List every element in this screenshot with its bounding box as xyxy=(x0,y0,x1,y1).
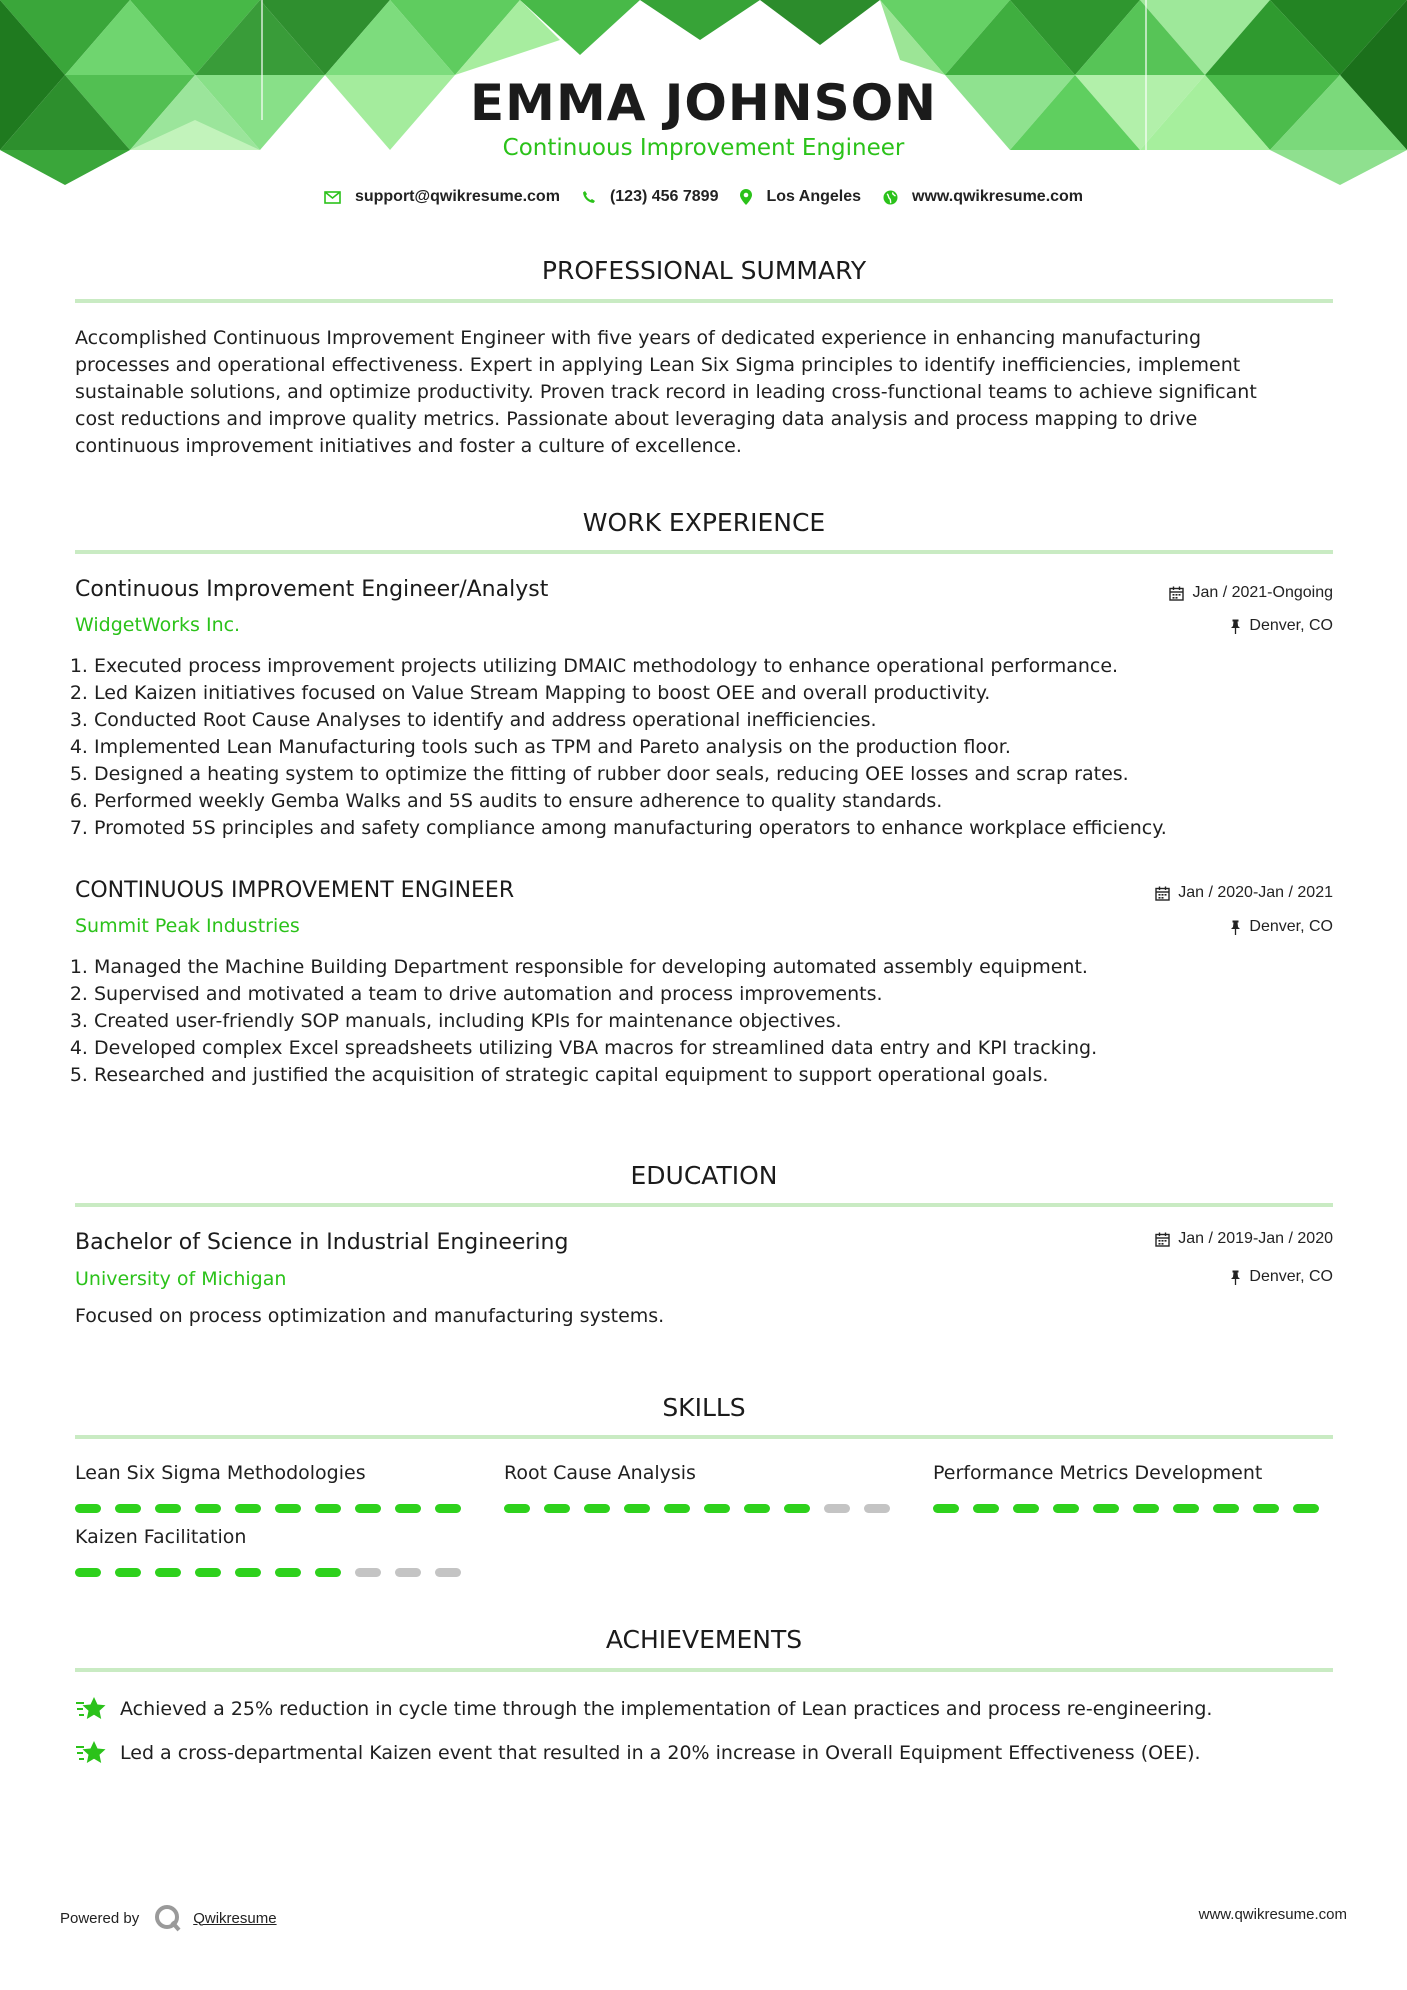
achievements-divider xyxy=(75,1668,1333,1672)
list-item: 1. Managed the Machine Building Department responsible for developing automated assembly equipment. xyxy=(94,954,1364,981)
phone-icon xyxy=(582,190,596,204)
skill-segment-filled xyxy=(195,1504,221,1513)
skill-segment-empty xyxy=(435,1568,461,1577)
list-item: 2. Led Kaizen initiatives focused on Value Stream Mapping to boost OEE and overall productivity. xyxy=(94,680,1364,707)
skill-item xyxy=(75,1526,475,1577)
skill-name: Lean Six Sigma Methodologies xyxy=(75,1462,366,1484)
skill-segment-filled xyxy=(664,1504,690,1513)
skill-name: Performance Metrics Development xyxy=(933,1462,1263,1484)
education-divider xyxy=(75,1203,1333,1207)
pin-icon xyxy=(1230,1270,1241,1285)
list-item: 5. Researched and justified the acquisition of strategic capital equipment to support operational goals. xyxy=(94,1062,1364,1089)
skill-segment-empty xyxy=(355,1568,381,1577)
summary-line: Accomplished Continuous Improvement Engineer with five years of dedicated experience in enhancing manufacturing xyxy=(75,327,1202,349)
job-dates xyxy=(1155,884,1333,902)
calendar-icon xyxy=(1155,886,1170,901)
skill-segment-filled xyxy=(933,1504,959,1513)
skill-segment-filled xyxy=(1253,1504,1279,1513)
skill-segment-filled xyxy=(275,1568,301,1577)
list-item: 4. Developed complex Excel spreadsheets utilizing VBA macros for streamlined data entry and KPI tracking. xyxy=(94,1035,1364,1062)
powered-by-label: Powered by xyxy=(60,1909,140,1927)
job-title: Continuous Improvement Engineer/Analyst xyxy=(75,577,549,602)
skill-segment-filled xyxy=(235,1568,261,1577)
skill-level-bar xyxy=(75,1504,475,1513)
skill-item xyxy=(933,1462,1333,1513)
skill-segment-filled xyxy=(155,1504,181,1513)
contact-location-text: Los Angeles xyxy=(766,188,862,205)
skill-segment-filled xyxy=(973,1504,999,1513)
education-dates-text: Jan / 2019-Jan / 2020 xyxy=(1178,1230,1333,1247)
job-company: WidgetWorks Inc. xyxy=(75,614,241,636)
skill-segment-filled xyxy=(504,1504,530,1513)
contact-phone-text: (123) 456 7899 xyxy=(609,188,719,205)
job-dates-text: Jan / 2020-Jan / 2021 xyxy=(1178,884,1333,901)
skill-segment-empty xyxy=(864,1504,890,1513)
contact-bar xyxy=(0,188,1407,206)
list-item: 5. Designed a heating system to optimize the fitting of rubber door seals, reducing OEE losses and scrap rates. xyxy=(94,761,1364,788)
list-item: 6. Performed weekly Gemba Walks and 5S audits to ensure adherence to quality standards. xyxy=(94,788,1364,815)
skill-segment-filled xyxy=(275,1504,301,1513)
skill-item xyxy=(504,1462,904,1513)
skill-segment-filled xyxy=(704,1504,730,1513)
experience-heading: WORK EXPERIENCE xyxy=(582,508,826,537)
list-item: 4. Implemented Lean Manufacturing tools such as TPM and Pareto analysis on the production floor. xyxy=(94,734,1364,761)
education-heading: EDUCATION xyxy=(630,1161,778,1190)
skill-segment-filled xyxy=(1133,1504,1159,1513)
skill-segment-filled xyxy=(395,1504,421,1513)
education-description: Focused on process optimization and manufacturing systems. xyxy=(75,1305,665,1327)
qwikresume-link[interactable]: Qwikresume xyxy=(193,1909,277,1927)
envelope-icon xyxy=(324,191,341,204)
star-icon xyxy=(75,1695,107,1723)
map-pin-icon xyxy=(740,189,752,205)
pin-icon xyxy=(1230,619,1241,634)
skills-heading: SKILLS xyxy=(662,1393,746,1422)
experience-divider xyxy=(75,550,1333,554)
education-location-text: Denver, CO xyxy=(1249,1268,1333,1285)
list-item: 3. Conducted Root Cause Analyses to identify and address operational inefficiencies. xyxy=(94,707,1364,734)
achievements-heading: ACHIEVEMENTS xyxy=(605,1625,803,1654)
qwikresume-logo-icon xyxy=(153,1903,183,1933)
summary-divider xyxy=(75,299,1333,303)
skill-segment-filled xyxy=(744,1504,770,1513)
skill-segment-filled xyxy=(624,1504,650,1513)
achievement-text: Achieved a 25% reduction in cycle time through the implementation of Lean practices and process re-engineering. xyxy=(120,1698,1213,1720)
skill-name: Root Cause Analysis xyxy=(504,1462,696,1484)
skill-segment-filled xyxy=(1293,1504,1319,1513)
education-degree: Bachelor of Science in Industrial Engineering xyxy=(75,1230,569,1255)
job-bullets xyxy=(68,954,1364,1089)
skill-level-bar xyxy=(75,1568,475,1577)
list-item: 2. Supervised and motivated a team to drive automation and process improvements. xyxy=(94,981,1364,1008)
skill-segment-filled xyxy=(1053,1504,1079,1513)
skill-item xyxy=(75,1462,475,1513)
contact-email-text: support@qwikresume.com xyxy=(354,188,560,205)
summary-heading: PROFESSIONAL SUMMARY xyxy=(541,256,867,285)
skill-name: Kaizen Facilitation xyxy=(75,1526,247,1548)
calendar-icon xyxy=(1155,1232,1170,1247)
job-bullets xyxy=(68,653,1364,842)
skill-segment-filled xyxy=(544,1504,570,1513)
skill-segment-filled xyxy=(115,1504,141,1513)
skill-segment-filled xyxy=(784,1504,810,1513)
skill-segment-filled xyxy=(75,1568,101,1577)
contact-phone[interactable] xyxy=(582,188,719,206)
skill-level-bar xyxy=(933,1504,1333,1513)
summary-line: sustainable solutions, and optimize productivity. Proven track record in leading cross-functional teams to achieve significant xyxy=(75,381,1257,403)
skill-segment-filled xyxy=(584,1504,610,1513)
skill-segment-filled xyxy=(1213,1504,1239,1513)
contact-website-text: www.qwikresume.com xyxy=(912,188,1084,205)
skill-segment-filled xyxy=(1013,1504,1039,1513)
job-dates-text: Jan / 2021-Ongoing xyxy=(1192,584,1333,601)
skill-level-bar xyxy=(504,1504,904,1513)
job-location xyxy=(1230,918,1333,936)
education-dates xyxy=(1155,1230,1333,1248)
achievement-item xyxy=(75,1695,1212,1723)
skill-segment-filled xyxy=(315,1568,341,1577)
skill-segment-filled xyxy=(435,1504,461,1513)
contact-location xyxy=(740,188,861,206)
summary-line: processes and operational effectiveness. Expert in applying Lean Six Sigma principles to identify inefficiencies, implement xyxy=(75,354,1241,376)
summary-line: continuous improvement initiatives and foster a culture of excellence. xyxy=(75,435,742,457)
globe-icon xyxy=(883,190,898,205)
skill-segment-filled xyxy=(235,1504,261,1513)
footer-powered-by xyxy=(60,1903,277,1933)
skill-segment-filled xyxy=(315,1504,341,1513)
star-icon xyxy=(75,1739,107,1767)
job-dates xyxy=(1169,584,1333,602)
achievement-text: Led a cross-departmental Kaizen event that resulted in a 20% increase in Overall Equipment Effectiveness (OEE). xyxy=(120,1742,1201,1764)
skill-segment-filled xyxy=(195,1568,221,1577)
contact-email[interactable] xyxy=(324,188,560,206)
skills-divider xyxy=(75,1435,1333,1439)
skill-segment-filled xyxy=(1173,1504,1199,1513)
pin-icon xyxy=(1230,920,1241,935)
job-location-text: Denver, CO xyxy=(1249,918,1333,935)
skill-segment-empty xyxy=(395,1568,421,1577)
skill-segment-filled xyxy=(355,1504,381,1513)
education-school: University of Michigan xyxy=(75,1268,287,1290)
candidate-name: EMMA JOHNSON xyxy=(470,74,937,132)
contact-website[interactable] xyxy=(883,188,1083,206)
achievement-item xyxy=(75,1739,1201,1767)
list-item: 7. Promoted 5S principles and safety compliance among manufacturing operators to enhance workplace efficiency. xyxy=(94,815,1364,842)
skill-segment-filled xyxy=(115,1568,141,1577)
summary-text xyxy=(75,325,1333,460)
list-item: 1. Executed process improvement projects utilizing DMAIC methodology to enhance operational performance. xyxy=(94,653,1364,680)
education-location xyxy=(1230,1268,1333,1286)
job-location xyxy=(1230,617,1333,635)
candidate-role: Continuous Improvement Engineer xyxy=(502,135,905,161)
skill-segment-empty xyxy=(824,1504,850,1513)
calendar-icon xyxy=(1169,586,1184,601)
job-company: Summit Peak Industries xyxy=(75,915,300,937)
footer-website[interactable]: www.qwikresume.com xyxy=(1198,1906,1347,1923)
skill-segment-filled xyxy=(75,1504,101,1513)
skill-segment-filled xyxy=(155,1568,181,1577)
list-item: 3. Created user-friendly SOP manuals, including KPIs for maintenance objectives. xyxy=(94,1008,1364,1035)
job-location-text: Denver, CO xyxy=(1249,617,1333,634)
job-title: CONTINUOUS IMPROVEMENT ENGINEER xyxy=(75,878,515,903)
summary-line: cost reductions and improve quality metrics. Passionate about leveraging data analysis and process mapping to drive xyxy=(75,408,1198,430)
skill-segment-filled xyxy=(1093,1504,1119,1513)
